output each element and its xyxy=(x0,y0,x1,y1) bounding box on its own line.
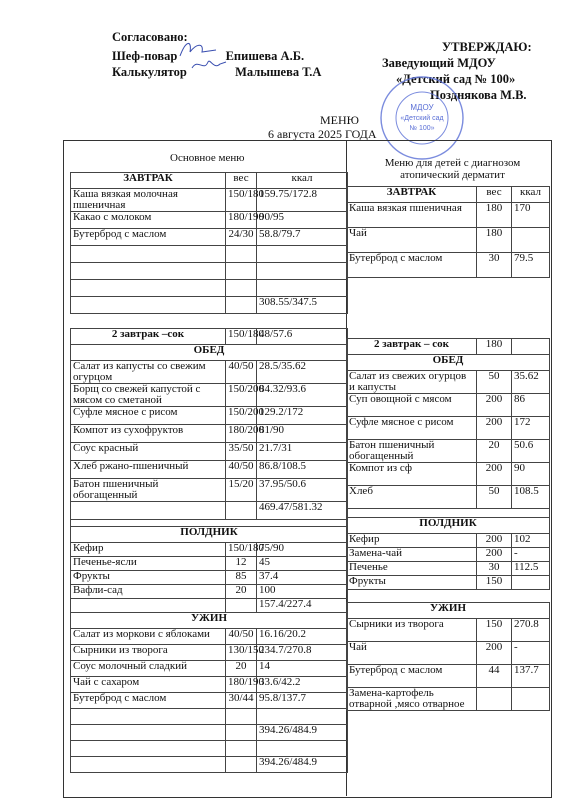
dish-kcal: 79.5 xyxy=(512,253,550,278)
menu-row xyxy=(71,384,348,407)
dish-name: Суфле мясное с рисом xyxy=(71,407,226,425)
dish-weight: 24/30 xyxy=(226,229,257,246)
menu-row xyxy=(347,394,550,417)
dish-name: Печенье-ясли xyxy=(71,557,226,571)
menu-row xyxy=(347,417,550,440)
menu-row xyxy=(71,229,348,246)
dish-kcal: 86.8/108.5 xyxy=(257,461,348,479)
dish-name: Соус молочный сладкий xyxy=(71,661,226,677)
dish-name: Компот из сухофруктов xyxy=(71,425,226,443)
dish-weight: 180 xyxy=(477,203,512,228)
dish-name: Вафли-сад xyxy=(71,585,226,599)
dish-name xyxy=(71,741,226,757)
dish-weight: 150/200 xyxy=(226,407,257,425)
approve-label: УТВЕРЖДАЮ: xyxy=(442,40,532,54)
dish-kcal: 58.8/79.7 xyxy=(257,229,348,246)
menu-row xyxy=(347,486,550,509)
menu-row xyxy=(71,757,348,773)
diet-second-breakfast-name: 2 завтрак – сок xyxy=(347,339,477,355)
dish-kcal: 394.26/484.9 xyxy=(257,725,348,741)
menu-row xyxy=(347,619,550,642)
dish-kcal: 45 xyxy=(257,557,348,571)
dish-kcal: 86 xyxy=(512,394,550,417)
dish-kcal: 137.7 xyxy=(512,665,550,688)
dish-kcal: 129.2/172 xyxy=(257,407,348,425)
menu-row xyxy=(71,599,348,613)
dish-kcal: 90/95 xyxy=(257,212,348,229)
dish-name xyxy=(71,280,226,297)
dish-name: Соус красный xyxy=(71,443,226,461)
dish-weight: 150 xyxy=(477,619,512,642)
dish-weight: 30 xyxy=(477,562,512,576)
left-menu-title: Основное меню xyxy=(170,152,245,164)
dish-weight: 30 xyxy=(477,253,512,278)
menu-row xyxy=(71,629,348,645)
dish-name: Батон пшеничный обогащенный xyxy=(71,479,226,502)
menu-row xyxy=(71,280,348,297)
diet-dinner-header: УЖИН xyxy=(347,603,550,619)
dish-name: Замена-картофель отварной ,мясо отварное xyxy=(347,688,477,711)
calc-name: Малышева Т.А xyxy=(235,65,322,79)
dish-kcal: - xyxy=(512,548,550,562)
dish-kcal xyxy=(257,280,348,297)
menu-row xyxy=(71,543,348,557)
menu-row xyxy=(71,189,348,212)
dish-name: Какао с молоком xyxy=(71,212,226,229)
dish-name xyxy=(71,709,226,725)
menu-row xyxy=(71,263,348,280)
chef-label: Шеф-повар xyxy=(112,49,178,63)
dish-kcal: 172 xyxy=(512,417,550,440)
dish-name: Кефир xyxy=(71,543,226,557)
menu-date: 6 августа 2025 ГОДА xyxy=(268,127,377,141)
dish-kcal: 37.95/50.6 xyxy=(257,479,348,502)
dish-kcal: 95.8/137.7 xyxy=(257,693,348,709)
menu-row xyxy=(71,479,348,502)
dish-weight xyxy=(226,741,257,757)
dish-name: Салат из моркови с яблоками xyxy=(71,629,226,645)
diet-lunch-header: ОБЕД xyxy=(347,355,550,371)
dish-weight: 200 xyxy=(477,548,512,562)
menu-row xyxy=(347,548,550,562)
agreed-label: Согласовано: xyxy=(112,30,188,44)
menu-row xyxy=(71,571,348,585)
dish-name: Каша вязкая молочная пшеничная xyxy=(71,189,226,212)
dish-name: Чай с сахаром xyxy=(71,677,226,693)
dish-kcal: 112.5 xyxy=(512,562,550,576)
dish-kcal: 102 xyxy=(512,534,550,548)
dish-weight: 200 xyxy=(477,642,512,665)
dish-kcal: 14 xyxy=(257,661,348,677)
dish-name: Бутерброд с маслом xyxy=(347,665,477,688)
dish-name: Чай xyxy=(347,642,477,665)
dish-kcal: 308.55/347.5 xyxy=(257,297,348,314)
dish-name: Печенье xyxy=(347,562,477,576)
dish-weight xyxy=(226,502,257,520)
menu-row xyxy=(347,688,550,711)
dish-weight: 50 xyxy=(477,371,512,394)
dish-kcal xyxy=(257,709,348,725)
dish-name xyxy=(71,297,226,314)
dish-name: Чай xyxy=(347,228,477,253)
dish-name: Суп овощной с мясом xyxy=(347,394,477,417)
menu-row xyxy=(347,642,550,665)
dish-name: Хлеб xyxy=(347,486,477,509)
dish-kcal: 157.4/227.4 xyxy=(257,599,348,613)
dish-weight xyxy=(226,757,257,773)
dish-kcal: 75/90 xyxy=(257,543,348,557)
dish-weight: 130/150 xyxy=(226,645,257,661)
menu-row xyxy=(347,463,550,486)
dish-name: Бутерброд с маслом xyxy=(347,253,477,278)
dish-name: Каша вязкая пшеничная xyxy=(347,203,477,228)
dish-weight: 150/180 xyxy=(226,543,257,557)
dish-weight: 180/200 xyxy=(226,425,257,443)
menu-row xyxy=(71,502,348,520)
right-menu-title: Меню для детей с диагнозом атопический дерматит xyxy=(384,157,521,181)
dish-weight: 40/50 xyxy=(226,461,257,479)
menu-row xyxy=(347,440,550,463)
menu-row xyxy=(347,665,550,688)
dish-name: Салат из капусты со свежим огурцом xyxy=(71,361,226,384)
menu-title: МЕНЮ xyxy=(320,113,359,127)
dish-weight: 200 xyxy=(477,463,512,486)
dish-weight: 180/190 xyxy=(226,677,257,693)
dish-weight: 40/50 xyxy=(226,629,257,645)
seal-line-1: МДОУ xyxy=(410,103,434,112)
menu-row xyxy=(71,741,348,757)
dish-kcal: 170 xyxy=(512,203,550,228)
dish-kcal xyxy=(512,688,550,711)
menu-row xyxy=(71,443,348,461)
menu-row xyxy=(71,585,348,599)
dish-kcal: 394.26/484.9 xyxy=(257,757,348,773)
menu-row xyxy=(347,203,550,228)
menu-row xyxy=(71,677,348,693)
dish-name: Батон пшеничный обогащенный xyxy=(347,440,477,463)
main-menu-table xyxy=(70,172,348,773)
menu-row xyxy=(71,693,348,709)
dish-weight: 85 xyxy=(226,571,257,585)
menu-row xyxy=(347,576,550,590)
dish-name: Кефир xyxy=(347,534,477,548)
second-breakfast-weight: 150/180 xyxy=(226,329,257,345)
menu-row xyxy=(347,371,550,394)
menu-row xyxy=(71,557,348,571)
dish-weight: 30/44 xyxy=(226,693,257,709)
dish-name: Хлеб ржано-пшеничный xyxy=(71,461,226,479)
dish-name: Салат из свежих огурцов и капусты xyxy=(347,371,477,394)
dish-kcal: 50.6 xyxy=(512,440,550,463)
dish-kcal: 37.4 xyxy=(257,571,348,585)
menu-row xyxy=(71,709,348,725)
dish-name: Бутерброд с маслом xyxy=(71,693,226,709)
diet-second-breakfast-kcal xyxy=(512,339,550,355)
menu-row xyxy=(71,461,348,479)
dish-kcal xyxy=(257,741,348,757)
dish-name: Сырники из творога xyxy=(347,619,477,642)
dish-weight: 150/180 xyxy=(226,189,257,212)
menu-row xyxy=(71,246,348,263)
dish-kcal xyxy=(512,576,550,590)
dish-weight xyxy=(226,709,257,725)
breakfast-header: ЗАВТРАК xyxy=(71,173,226,189)
dish-weight xyxy=(226,297,257,314)
dish-kcal: 159.75/172.8 xyxy=(257,189,348,212)
dish-kcal: 469.47/581.32 xyxy=(257,502,348,520)
dish-weight: 180/190 xyxy=(226,212,257,229)
dish-kcal: 84.32/93.6 xyxy=(257,384,348,407)
menu-row xyxy=(347,534,550,548)
menu-row xyxy=(347,562,550,576)
dish-kcal: 108.5 xyxy=(512,486,550,509)
weight-col-header: вес xyxy=(226,173,257,189)
dish-name xyxy=(71,502,226,520)
dish-weight xyxy=(226,263,257,280)
dish-kcal: 100 xyxy=(257,585,348,599)
dish-weight: 12 xyxy=(226,557,257,571)
dish-weight xyxy=(226,246,257,263)
dish-name: Фрукты xyxy=(347,576,477,590)
dish-kcal: 81/90 xyxy=(257,425,348,443)
dish-name: Замена-чай xyxy=(347,548,477,562)
menu-row xyxy=(71,425,348,443)
menu-row xyxy=(71,297,348,314)
dish-name xyxy=(71,263,226,280)
dish-name xyxy=(71,246,226,263)
diet-breakfast-header: ЗАВТРАК xyxy=(347,187,477,203)
dish-weight: 15/20 xyxy=(226,479,257,502)
dish-weight: 200 xyxy=(477,534,512,548)
second-breakfast-kcal: 48/57.6 xyxy=(257,329,348,345)
diet-weight-col-header: вес xyxy=(477,187,512,203)
dish-kcal: 21.7/31 xyxy=(257,443,348,461)
dish-weight: 180 xyxy=(477,228,512,253)
menu-row xyxy=(71,661,348,677)
menu-row xyxy=(71,407,348,425)
kcal-col-header: ккал xyxy=(257,173,348,189)
dish-kcal xyxy=(257,246,348,263)
dish-weight: 50 xyxy=(477,486,512,509)
dish-name: Сырники из творога xyxy=(71,645,226,661)
calc-line xyxy=(112,64,321,80)
dish-kcal: 234.7/270.8 xyxy=(257,645,348,661)
dish-weight: 20 xyxy=(477,440,512,463)
dish-weight: 200 xyxy=(477,417,512,440)
dish-weight: 20 xyxy=(226,661,257,677)
dish-kcal: - xyxy=(512,642,550,665)
dish-kcal: 33.6/42.2 xyxy=(257,677,348,693)
dish-name: Суфле мясное с рисом xyxy=(347,417,477,440)
menu-row xyxy=(347,228,550,253)
menu-row xyxy=(71,361,348,384)
dish-kcal: 90 xyxy=(512,463,550,486)
diet-kcal-col-header: ккал xyxy=(512,187,550,203)
menu-row xyxy=(71,725,348,741)
menu-row xyxy=(71,645,348,661)
calc-signature xyxy=(190,64,232,78)
head-title: Заведующий МДОУ xyxy=(382,56,496,70)
dish-name xyxy=(71,757,226,773)
dish-name: Борщ со свежей капустой с мясом со сметаной xyxy=(71,384,226,407)
dish-weight: 35/50 xyxy=(226,443,257,461)
dish-weight xyxy=(226,725,257,741)
seal-line-3: № 100» xyxy=(409,125,435,132)
second-breakfast-name: 2 завтрак –сок xyxy=(71,329,226,345)
dish-kcal xyxy=(512,228,550,253)
dish-weight xyxy=(226,599,257,613)
head-name: Позднякова М.В. xyxy=(430,88,527,102)
dish-kcal: 28.5/35.62 xyxy=(257,361,348,384)
dish-weight: 40/50 xyxy=(226,361,257,384)
dish-weight: 150 xyxy=(477,576,512,590)
dish-kcal: 16.16/20.2 xyxy=(257,629,348,645)
dish-name: Фрукты xyxy=(71,571,226,585)
lunch-header: ОБЕД xyxy=(71,345,348,361)
chef-name: Епишева А.Б. xyxy=(225,49,305,63)
dish-name: Компот из сф xyxy=(347,463,477,486)
calc-label: Калькулятор xyxy=(112,65,187,79)
dish-kcal: 35.62 xyxy=(512,371,550,394)
kindergarten-name: «Детский сад № 100» xyxy=(396,72,516,86)
dish-weight xyxy=(226,280,257,297)
dish-weight xyxy=(477,688,512,711)
dish-weight: 200 xyxy=(477,394,512,417)
dish-weight: 20 xyxy=(226,585,257,599)
snack-header: ПОЛДНИК xyxy=(71,527,348,543)
dish-name: Бутерброд с маслом xyxy=(71,229,226,246)
dish-kcal: 270.8 xyxy=(512,619,550,642)
menu-row xyxy=(71,212,348,229)
diet-snack-header: ПОЛДНИК xyxy=(347,518,550,534)
dinner-header: УЖИН xyxy=(71,613,348,629)
dish-name xyxy=(71,599,226,613)
dish-weight: 150/200 xyxy=(226,384,257,407)
diet-second-breakfast-weight: 180 xyxy=(477,339,512,355)
diet-menu-table xyxy=(346,186,550,711)
dish-kcal xyxy=(257,263,348,280)
menu-row xyxy=(347,253,550,278)
dish-weight: 44 xyxy=(477,665,512,688)
dish-name xyxy=(71,725,226,741)
seal-line-2: «Детский сад xyxy=(400,115,444,122)
